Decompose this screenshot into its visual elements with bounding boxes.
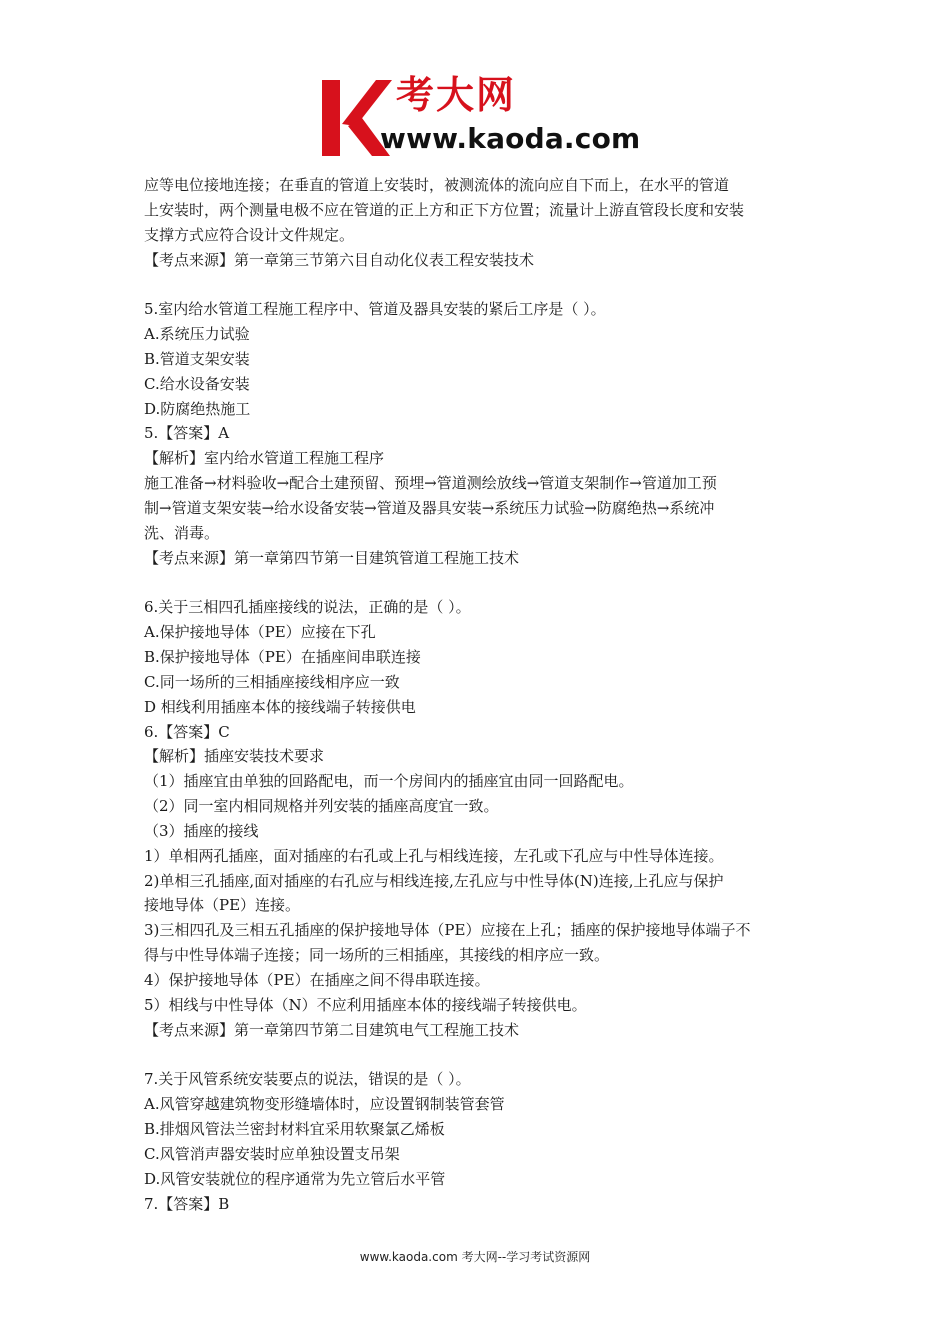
kaoda-logo bbox=[318, 74, 648, 162]
text-line: 【解析】插座安装技术要求 bbox=[144, 747, 325, 766]
text-line: （1）插座宜由单独的回路配电，而一个房间内的插座宜由同一回路配电。 bbox=[144, 772, 634, 791]
text-line: 支撑方式应符合设计文件规定。 bbox=[144, 225, 355, 244]
text-line: 2)单相三孔插座,面对插座的右孔应与相线连接,左孔应与中性导体(N)连接,上孔应与保护 bbox=[144, 871, 724, 890]
text-line: 5.【答案】A bbox=[144, 424, 230, 443]
blank-line bbox=[144, 272, 814, 297]
text-line: 施工准备→材料验收→配合土建预留、预埋→管道测绘放线→管道支架制作→管道加工预 bbox=[144, 474, 717, 493]
text-line: C.同一场所的三相插座接线相序应一致 bbox=[144, 672, 400, 691]
text-line: D.风管安装就位的程序通常为先立管后水平管 bbox=[144, 1169, 446, 1188]
text-line: C.给水设备安装 bbox=[144, 374, 250, 393]
blank-line bbox=[144, 1043, 814, 1068]
text-line: D.防腐绝热施工 bbox=[144, 399, 251, 418]
text-line: 3)三相四孔及三相五孔插座的保护接地导体（PE）应接在上孔；插座的保护接地导体端子不 bbox=[144, 921, 751, 940]
text-line: 【考点来源】第一章第三节第六目自动化仪表工程安装技术 bbox=[144, 250, 535, 269]
text-line: A.保护接地导体（PE）应接在下孔 bbox=[144, 623, 376, 642]
text-line: 得与中性导体端子连接；同一场所的三相插座，其接线的相序应一致。 bbox=[144, 946, 610, 965]
text-line: 【考点来源】第一章第四节第二目建筑电气工程施工技术 bbox=[144, 1020, 520, 1039]
text-line: 1）单相两孔插座，面对插座的右孔或上孔与相线连接，左孔或下孔应与中性导体连接。 bbox=[144, 846, 724, 865]
logo-url: www.kaoda.com bbox=[380, 122, 641, 155]
text-line: 上安装时，两个测量电极不应在管道的正上方和正下方位置；流量计上游直管段长度和安装 bbox=[144, 200, 745, 219]
text-line: （3）插座的接线 bbox=[144, 821, 259, 840]
document-body bbox=[144, 173, 814, 1216]
text-line: 应等电位接地连接；在垂直的管道上安装时，被测流体的流向应自下而上，在水平的管道 bbox=[144, 176, 730, 194]
text-line: D 相线利用插座本体的接线端子转接供电 bbox=[144, 697, 416, 716]
text-line: A.系统压力试验 bbox=[144, 325, 250, 344]
text-line: 6.关于三相四孔插座接线的说法，正确的是（ ）。 bbox=[144, 598, 471, 617]
text-line: 5）相线与中性导体（N）不应利用插座本体的接线端子转接供电。 bbox=[144, 995, 587, 1014]
page-footer: www.kaoda.com 考大网--学习考试资源网 bbox=[359, 1250, 591, 1264]
blank-line bbox=[144, 571, 814, 596]
text-line: （2）同一室内相同规格并列安装的插座高度宜一致。 bbox=[144, 797, 499, 816]
text-line: 洗、消毒。 bbox=[144, 523, 220, 542]
text-line: B.排烟风管法兰密封材料宜采用软聚氯乙烯板 bbox=[144, 1120, 445, 1139]
text-line: B.管道支架安装 bbox=[144, 349, 250, 368]
text-line: 5.室内给水管道工程施工程序中、管道及器具安装的紧后工序是（ ）。 bbox=[144, 300, 606, 319]
text-line: 4）保护接地导体（PE）在插座之间不得串联连接。 bbox=[144, 971, 490, 989]
text-line: B.保护接地导体（PE）在插座间串联连接 bbox=[144, 648, 421, 667]
text-line: C.风管消声器安装时应单独设置支吊架 bbox=[144, 1144, 400, 1163]
text-line: 【解析】室内给水管道工程施工程序 bbox=[144, 449, 385, 468]
text-line: 制→管道支架安装→给水设备安装→管道及器具安装→系统压力试验→防腐绝热→系统冲 bbox=[144, 498, 715, 517]
text-line: 7.【答案】B bbox=[144, 1194, 230, 1213]
text-line: 【考点来源】第一章第四节第一目建筑管道工程施工技术 bbox=[144, 548, 520, 567]
logo-title: 考大网 bbox=[396, 73, 517, 117]
text-line: A.风管穿越建筑物变形缝墙体时，应设置钢制装管套管 bbox=[144, 1095, 505, 1114]
text-line: 接地导体（PE）连接。 bbox=[144, 896, 301, 915]
text-line: 6.【答案】C bbox=[144, 722, 230, 741]
text-line: 7.关于风管系统安装要点的说法，错误的是（ ）。 bbox=[144, 1070, 471, 1089]
